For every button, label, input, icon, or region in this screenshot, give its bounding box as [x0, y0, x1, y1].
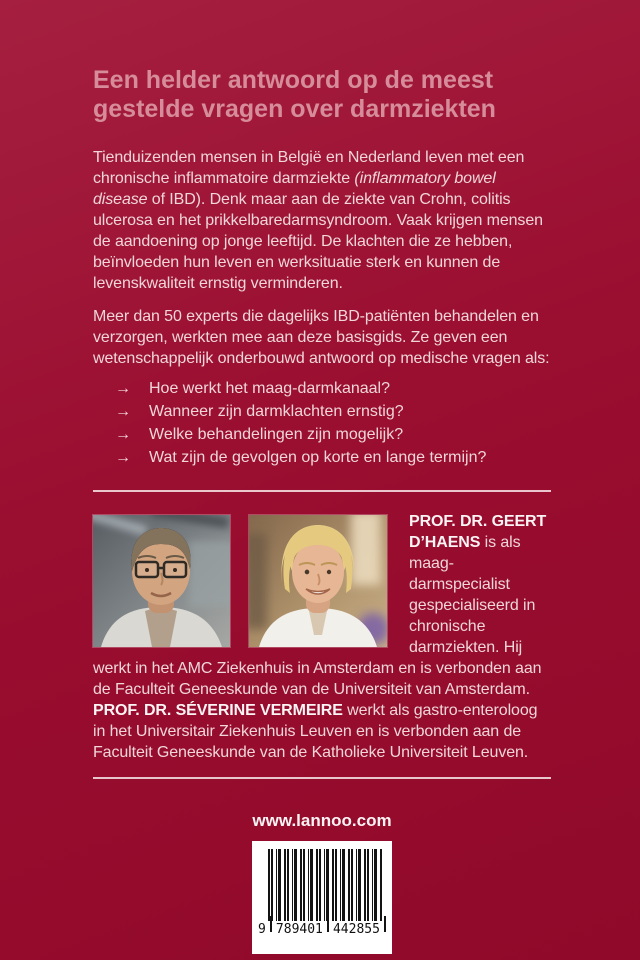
- arrow-icon: →: [115, 403, 131, 420]
- experts-paragraph: Meer dan 50 experts die dagelijks IBD-patiënten behandelen en verzorgen, werkten mee aan deze basisgids. Ze geven een wetenschappelijk onderbouwd antwoord op medische vragen als:: [93, 308, 550, 367]
- question-list: [93, 377, 551, 469]
- question-text: Wanneer zijn darmklachten ernstig?: [149, 403, 404, 420]
- cover-content: [93, 0, 551, 954]
- intro-paragraph-start: Tienduizenden mensen in België en Nederland leven met een chronische inflammatoire darmziekte: [93, 149, 525, 187]
- intro-paragraph-italic: (inflammatory bowel disease: [93, 170, 496, 208]
- list-item: [115, 446, 551, 469]
- question-text: Wat zijn de gevolgen op korte en lange termijn?: [149, 449, 487, 466]
- barcode-group-1: 789401: [275, 922, 323, 937]
- list-item: [115, 423, 551, 446]
- author-name-1: PROF. DR. GEERT D’HAENS: [409, 513, 547, 551]
- intro-paragraph-end: of IBD). Denk maar aan de ziekte van Crohn, colitis ulcerosa en het prikkelbaredarmsyndroom. Vaak krijgen mensen de aandoening op jonge leeftijd. De klachten die ze hebben, beïnvloeden hun leven en werksituatie sterk en kunnen de levenskwaliteit ernstig verminderen.: [93, 191, 543, 292]
- barcode-group-2: 442855: [332, 922, 380, 937]
- question-text: Welke behandelingen zijn mogelijk?: [149, 426, 404, 443]
- cover-heading: Een helder antwoord op de meest gestelde vragen over darmziekten: [93, 66, 496, 123]
- list-item: [115, 377, 551, 400]
- arrow-icon: →: [115, 426, 131, 443]
- photo-geert-dhaens: [93, 515, 230, 647]
- divider-top: [93, 490, 551, 492]
- barcode-guard-bar: [327, 916, 329, 932]
- barcode-guard-bar: [270, 916, 272, 932]
- barcode-digits: [258, 922, 386, 938]
- author-bio-1: is als maag-darmspecialist gespecialiseerd in chronische darmziekten. Hij werkt in het AMC Ziekenhuis in Amsterdam en is verbonden aan de Faculteit Geneeskunde van de Universiteit van Amsterdam.: [93, 534, 542, 698]
- question-text: Hoe werkt het maag-darmkanaal?: [149, 380, 391, 397]
- author-bio-2: werkt als gastro-enteroloog in het Universitair Ziekenhuis Leuven en is verbonden aan de Faculteit Geneeskunde van de Katholieke Universiteit Leuven.: [93, 702, 538, 761]
- barcode-bars: [268, 849, 382, 921]
- list-item: [115, 400, 551, 423]
- author-name-2: PROF. DR. SÉVERINE VERMEIRE: [93, 702, 343, 719]
- barcode: [252, 841, 392, 954]
- barcode-guard-bar: [384, 916, 386, 932]
- barcode-digit-lead: 9: [258, 922, 266, 937]
- intro-paragraph: [93, 147, 551, 294]
- arrow-icon: →: [115, 449, 131, 466]
- authors-section: [93, 511, 551, 763]
- arrow-icon: →: [115, 380, 131, 397]
- publisher-website: www.lannoo.com: [252, 811, 392, 830]
- divider-bottom: [93, 777, 551, 779]
- photo-severine-vermeire: [249, 515, 387, 647]
